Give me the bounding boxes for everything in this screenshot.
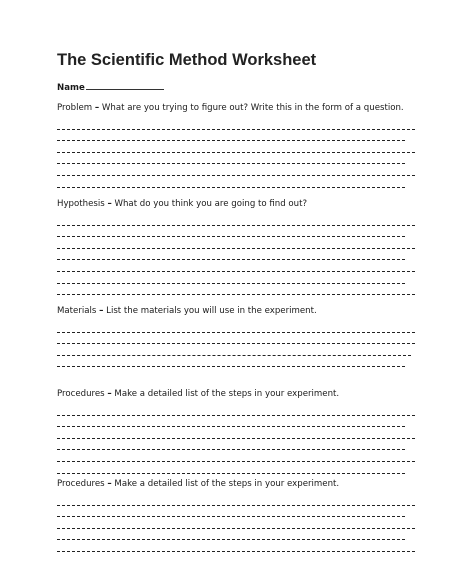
section-label: Problem xyxy=(57,103,93,113)
section-prompt xyxy=(57,304,417,318)
answer-lines[interactable] xyxy=(57,323,417,369)
section-problem xyxy=(57,101,417,190)
section-question: Make a detailed list of the steps in your experiment. xyxy=(114,389,340,399)
answer-line[interactable] xyxy=(57,418,417,430)
section-separator: – xyxy=(107,199,112,209)
answer-line[interactable] xyxy=(57,178,417,190)
section-question: What are you trying to figure out? Write this in the form of a question. xyxy=(101,103,404,113)
answer-line[interactable] xyxy=(57,531,417,543)
answer-line[interactable] xyxy=(57,262,417,274)
section-prompt xyxy=(57,387,417,401)
section-question: List the materials you will use in the experiment. xyxy=(106,306,317,316)
answer-line[interactable] xyxy=(57,346,417,358)
answer-line[interactable] xyxy=(57,274,417,286)
answer-line[interactable] xyxy=(57,496,417,508)
section-separator: – xyxy=(107,389,112,399)
answer-line[interactable] xyxy=(57,239,417,251)
section-hypothesis xyxy=(57,197,417,297)
name-field[interactable] xyxy=(57,81,164,93)
answer-line[interactable] xyxy=(57,216,417,228)
section-prompt xyxy=(57,197,417,211)
answer-line[interactable] xyxy=(57,155,417,167)
name-label: Name xyxy=(57,83,85,93)
section-label: Procedures xyxy=(57,389,105,399)
section-procedures-1 xyxy=(57,387,417,476)
section-label: Procedures xyxy=(57,479,105,489)
answer-lines[interactable] xyxy=(57,406,417,476)
page-title: The Scientific Method Worksheet xyxy=(57,51,317,69)
answer-line[interactable] xyxy=(57,441,417,453)
answer-line[interactable] xyxy=(57,120,417,132)
section-prompt xyxy=(57,477,417,491)
answer-line[interactable] xyxy=(57,464,417,476)
answer-lines[interactable] xyxy=(57,120,417,190)
answer-line[interactable] xyxy=(57,335,417,347)
answer-line[interactable] xyxy=(57,323,417,335)
answer-line[interactable] xyxy=(57,519,417,531)
answer-lines[interactable] xyxy=(57,496,417,554)
answer-lines[interactable] xyxy=(57,216,417,297)
section-label: Hypothesis xyxy=(57,199,105,209)
section-separator: – xyxy=(94,103,100,113)
answer-line[interactable] xyxy=(57,166,417,178)
section-materials xyxy=(57,304,417,369)
name-blank-line[interactable] xyxy=(86,81,164,90)
answer-line[interactable] xyxy=(57,286,417,298)
section-procedures-2 xyxy=(57,477,417,554)
answer-line[interactable] xyxy=(57,132,417,144)
answer-line[interactable] xyxy=(57,358,417,370)
section-separator: – xyxy=(107,479,112,489)
answer-line[interactable] xyxy=(57,143,417,155)
answer-line[interactable] xyxy=(57,406,417,418)
section-question: Make a detailed list of the steps in your experiment. xyxy=(114,479,340,489)
answer-line[interactable] xyxy=(57,429,417,441)
answer-line[interactable] xyxy=(57,508,417,520)
section-prompt xyxy=(57,101,417,115)
answer-line[interactable] xyxy=(57,251,417,263)
answer-line[interactable] xyxy=(57,452,417,464)
answer-line[interactable] xyxy=(57,228,417,240)
section-label: Materials xyxy=(57,306,97,316)
answer-line[interactable] xyxy=(57,542,417,554)
section-separator: – xyxy=(99,306,104,316)
section-question: What do you think you are going to find out? xyxy=(114,199,308,209)
